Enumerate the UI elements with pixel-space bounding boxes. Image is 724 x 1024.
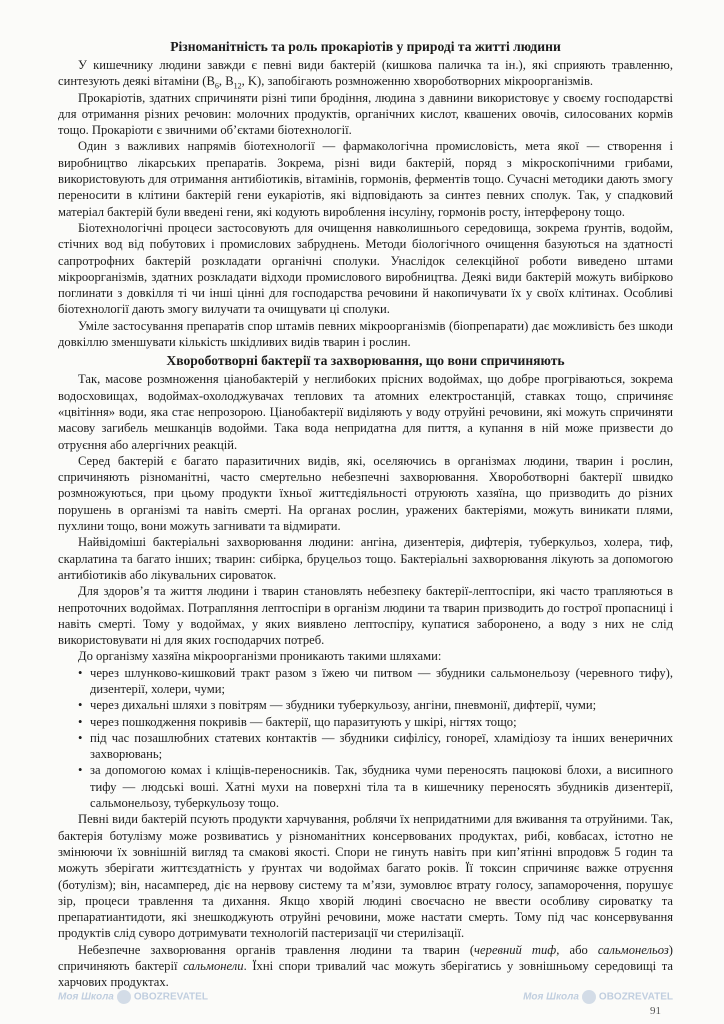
paragraph: Найвідоміші бактеріальні захворювання людини: ангіна, дизентерія, дифтерія, туберкульоз, холера, тиф, скарлатина та багато інших; тварин: сибірка, бруцельоз тощо. Бактеріальні захворювання лікують за допомогою антибіотиків або лікувальних сироваток. (58, 535, 673, 582)
list-item: • через шлунково-кишковий тракт разом з їжею чи питвом — збудники сальмонельозу (черевного тифу), дизентерії, холери, чуми; (78, 665, 673, 698)
list-item: • через дихальні шляхи з повітрям — збудники туберкульозу, ангіни, пневмонії, дифтерії, чуми; (78, 697, 673, 713)
section-title-prokaryotes-role: Різноманітність та роль прокаріотів у природі та житті людини (170, 39, 561, 54)
paragraph: До організму хазяїна мікроорганізми проникають такими шляхами: (78, 649, 442, 664)
paragraph: Один з важливих напрямів біотехнології — фармакологічна промисловість, мета якої — створення і виробництво лікарських препаратів. Зокрема, різні види бактерій, поряд з мікроскопічними грибами, використовують для отримання антибіотиків, вітамінів, гормонів, ферментів тощо. Сучасні методики дають змогу переносити в клітини бактерій гени еукаріотів, які відповідають за синтез певних сполук. Так, у спадковий матеріал бактерій були введені гени, які кодують вироблення інсуліну, гормонів росту, інтерферону тощо. (58, 139, 673, 219)
watermark-row (58, 990, 673, 1004)
obozrevatel-logo-icon (582, 990, 596, 1004)
paragraph: Для здоров’я та життя людини і тварин становлять небезпеку бактерії-лептоспіри, які часто трапляються в непроточних водоймах. Потрапляння лептоспіри в організм людини та тварин призводить до гострої пропасниці і навіть смерті. Тому у водоймах, у яких виявлено лептоспіру, купатися заборонено, а воду з них не слід використовувати ні для яких господарчих потреб. (58, 584, 673, 648)
watermark: Моя Школа OBOZREVATEL (58, 991, 208, 1003)
watermark: Моя Школа OBOZREVATEL (523, 991, 673, 1003)
page-number: 91 (650, 1004, 661, 1017)
paragraph: Біотехнологічні процеси застосовують для очищення навколишнього середовища, зокрема ґрунтів, водойм, стічних вод від побутових і промислових забруднень. Методи біологічного очищення базуються на здатності сапротрофних бактерій розкладати органічні сполуки. Унаслідок селекційної роботи виведено штами мікроорганізмів, здатних розкладати відходи промислового виробництва. Деякі види бактерій можуть вибірково поглинати з довкілля ті чи інші цінні для господарства речовини й накопичувати їх у своїх клітинах. Особливі біотехнології дають змогу вилучати та очищувати ці сполуки. (58, 220, 673, 317)
paragraph: Так, масове розмноження ціанобактерій у неглибоких прісних водоймах, що добре прогріваються, зокрема водосховищах, водоймах-охолоджувачах теплових та атомних електростанцій, ставках тощо, спричиняє «цвітіння» води, яка стає непрозорою. Ціанобактерії виділяють у воду отруйні речовини, які можуть спричиняти масову загибель мешканців водойми. Така вода непридатна для пиття, а купання в ній може призвести до отруєння або алергічних реакцій. (58, 372, 673, 452)
paragraph: Певні види бактерій псують продукти харчування, роблячи їх непридатними для вживання та отруйними. Так, бактерія ботулізму може розвиватись у різноманітних консервованих продуктах, рибі, ковбасах, істотно не змінюючи їх зовнішній вигляд та смакові якості. Спори не гинуть навіть при кип’ятінні впродовж 5 годин та можуть зберігати життєздатність у ґрунтах чи водоймах багато років. Її токсин спричиняє важке отруєння (ботулізм); він, насамперед, діє на нервову систему та м’язи, зумовлює втрату голосу, запаморочення, порушує зір, процеси травлення та дихання. Якщо хворій людині своєчасно не ввести особливу сироватку та препаратиантидоти, які знешкоджують отруйні речовини, може настати смерть. Тому під час консервування продуктів слід суворо дотримувати технологій пастеризації чи стерилізації. (58, 812, 673, 941)
paragraph: Небезпечне захворювання органів травлення людини та тварин (черевний тиф, або сальмонельоз) спричиняють бактерії сальмонели. Їхні спори тривалий час можуть зберігатись у зовнішньому середовищі та харчових продуктах. (58, 942, 673, 990)
list-item: • під час позашлюбних статевих контактів — збудники сифілісу, гонореї, хламідіозу та інших венеричних захворювань; (78, 730, 673, 763)
infection-routes-list (58, 665, 673, 812)
list-item: • через пошкодження покривів — бактерії, що паразитують у шкірі, нігтях тощо; (78, 714, 673, 730)
paragraph: Уміле застосування препаратів спор штамів певних мікроорганізмів (біопрепарати) дає можливість без шкоди довкіллю зменшувати кількість шкідливих видів тварин і рослин. (58, 318, 673, 350)
paragraph: Прокаріотів, здатних спричиняти різні типи бродіння, людина з давнини використовує у своєму господарстві для отримання різних речовин: молочних продуктів, органічних кислот, квашених овочів, силосованих кормів тощо. Прокаріоти є звичними об’єктами біотехнології. (58, 90, 673, 138)
paragraph: Серед бактерій є багато паразитичних видів, які, оселяючись в організмах людини, тварин і рослин, спричиняють різноманітні, часто смертельно небезпечні захворювання. Хвороботворні бактерії швидко розмножуються, при цьому продукти їхньої життєдіяльності отруюють хазяїна, що призводить до різних порушень в організмі та навіть смерті. На органах рослин, уражених бактеріями, можуть виникати плями, пухлини тощо, вони можуть загнивати та відмирати. (58, 453, 673, 534)
textbook-page (58, 38, 673, 1019)
list-item: • за допомогою комах і кліщів-переносників. Так, збудника чуми переносять пацюкові блохи, а висипного тифу — людські воші. Хатні мухи на поверхні тіла та в кишечнику переносять збудників дизентерії, сальмонельозу, туберкульозу тощо. (78, 762, 673, 811)
section-title-pathogenic-bacteria: Хвороботворні бактерії та захворювання, що вони спричиняють (166, 353, 565, 369)
paragraph: У кишечнику людини завжди є певні види бактерій (кишкова паличка та ін.), які сприяють травленню, синтезують деякі вітаміни ($B_6$, $B_{12}$, K), запобігають розмноженню хвороботворних мікроорганізмів. (58, 58, 673, 91)
obozrevatel-logo-icon (117, 990, 131, 1004)
